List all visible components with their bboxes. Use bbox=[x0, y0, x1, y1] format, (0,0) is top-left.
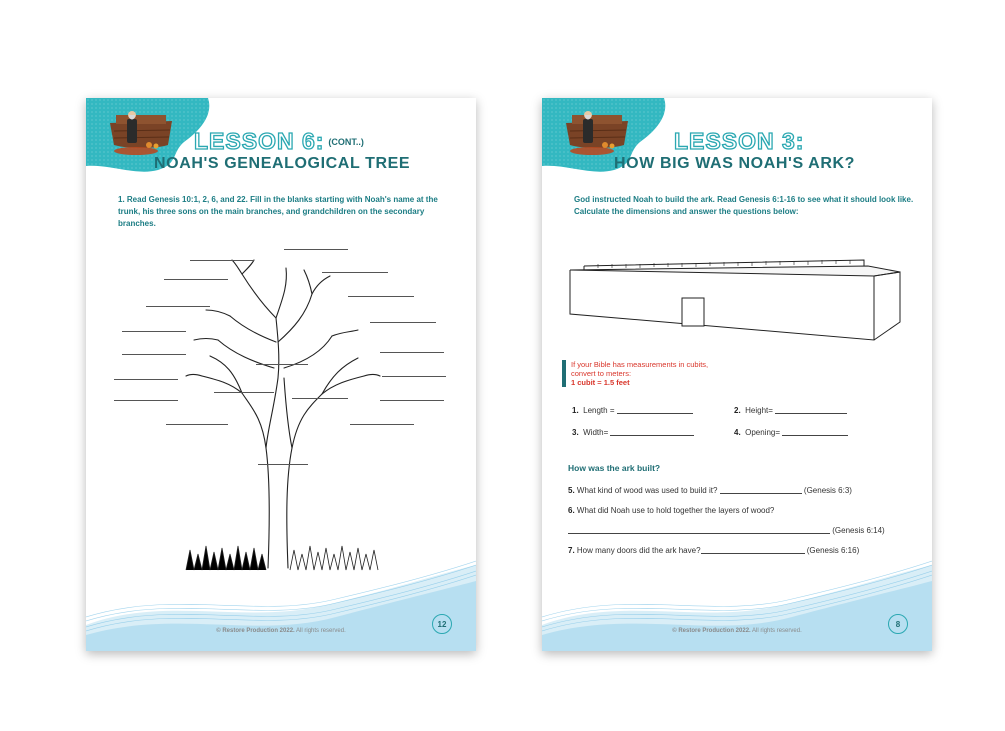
length-answer-line[interactable] bbox=[617, 413, 693, 414]
title-continued-suffix: (CONT..) bbox=[328, 137, 364, 147]
dimension-length: 1. Length = bbox=[572, 406, 693, 416]
q7-answer-line[interactable] bbox=[701, 553, 805, 554]
blank-line[interactable] bbox=[256, 364, 308, 365]
trunk-blank-line[interactable] bbox=[258, 464, 308, 465]
blank-line[interactable] bbox=[114, 400, 178, 401]
worksheet-page-genealogy bbox=[86, 98, 476, 651]
page-number: 12 bbox=[432, 614, 452, 634]
wave-decoration-icon bbox=[86, 555, 476, 651]
question-6-answer: (Genesis 6:14) bbox=[568, 526, 885, 536]
question-7: 7. How many doors did the ark have? (Genesis 6:16) bbox=[568, 546, 860, 555]
blank-line[interactable] bbox=[122, 354, 186, 355]
blank-line[interactable] bbox=[214, 392, 274, 393]
worksheet-page-ark-size bbox=[542, 98, 932, 651]
cubit-conversion-note: If your Bible has measurements in cubits, convert to meters: 1 cubit = 1.5 feet bbox=[562, 360, 708, 387]
dimension-width: 3. Width= bbox=[572, 428, 694, 438]
question-5: 5. What kind of wood was used to build it? (Genesis 6:3) bbox=[568, 486, 852, 495]
copyright-footer: © Restore Production 2022. All rights reserved. bbox=[216, 628, 346, 634]
lesson-subtitle: HOW BIG WAS NOAH'S ARK? bbox=[614, 155, 856, 172]
blank-line[interactable] bbox=[114, 379, 178, 380]
blank-line[interactable] bbox=[380, 352, 444, 353]
blank-line[interactable] bbox=[146, 306, 210, 307]
width-answer-line[interactable] bbox=[610, 435, 694, 436]
blank-line[interactable] bbox=[322, 272, 388, 273]
wave-decoration-icon bbox=[542, 555, 932, 651]
height-answer-line[interactable] bbox=[775, 413, 847, 414]
blank-line[interactable] bbox=[190, 260, 254, 261]
copyright-footer: © Restore Production 2022. All rights reserved. bbox=[672, 628, 802, 634]
blank-line[interactable] bbox=[380, 400, 444, 401]
q6-answer-line[interactable] bbox=[568, 533, 830, 534]
dimension-height: 2. Height= bbox=[734, 406, 847, 416]
instructions-text: God instructed Noah to build the ark. Read Genesis 6:1-16 to see what it should look like. Calculate the dimensions and answer the questions below: bbox=[574, 195, 914, 216]
q5-answer-line[interactable] bbox=[720, 493, 802, 494]
section-heading: How was the ark built? bbox=[568, 463, 661, 473]
ark-illustration-icon bbox=[562, 101, 632, 157]
blank-line[interactable] bbox=[350, 424, 414, 425]
blank-line[interactable] bbox=[166, 424, 228, 425]
ark-line-drawing-icon bbox=[568, 252, 908, 344]
ark-illustration-icon bbox=[106, 101, 176, 157]
lesson-title: LESSON 6: (CONT..) bbox=[194, 128, 364, 154]
blank-line[interactable] bbox=[164, 279, 228, 280]
blank-line[interactable] bbox=[348, 296, 414, 297]
blank-line[interactable] bbox=[382, 376, 446, 377]
lesson-subtitle: NOAH'S GENEALOGICAL TREE bbox=[154, 155, 411, 172]
blank-line[interactable] bbox=[122, 331, 186, 332]
lesson-title: LESSON 3: bbox=[674, 128, 805, 154]
opening-answer-line[interactable] bbox=[782, 435, 848, 436]
question-6: 6. What did Noah use to hold together the layers of wood? bbox=[568, 506, 775, 515]
dimension-opening: 4. Opening= bbox=[734, 428, 848, 438]
tree-drawing-icon bbox=[182, 258, 382, 574]
instructions-text: 1. Read Genesis 10:1, 2, 6, and 22. Fill in the blanks starting with Noah's name at the trunk, his three sons on the main branches, and grandchildren on the secondary branches. bbox=[118, 195, 438, 228]
blank-line[interactable] bbox=[292, 398, 348, 399]
blank-line[interactable] bbox=[284, 249, 348, 250]
blank-line[interactable] bbox=[370, 322, 436, 323]
page-number: 8 bbox=[888, 614, 908, 634]
